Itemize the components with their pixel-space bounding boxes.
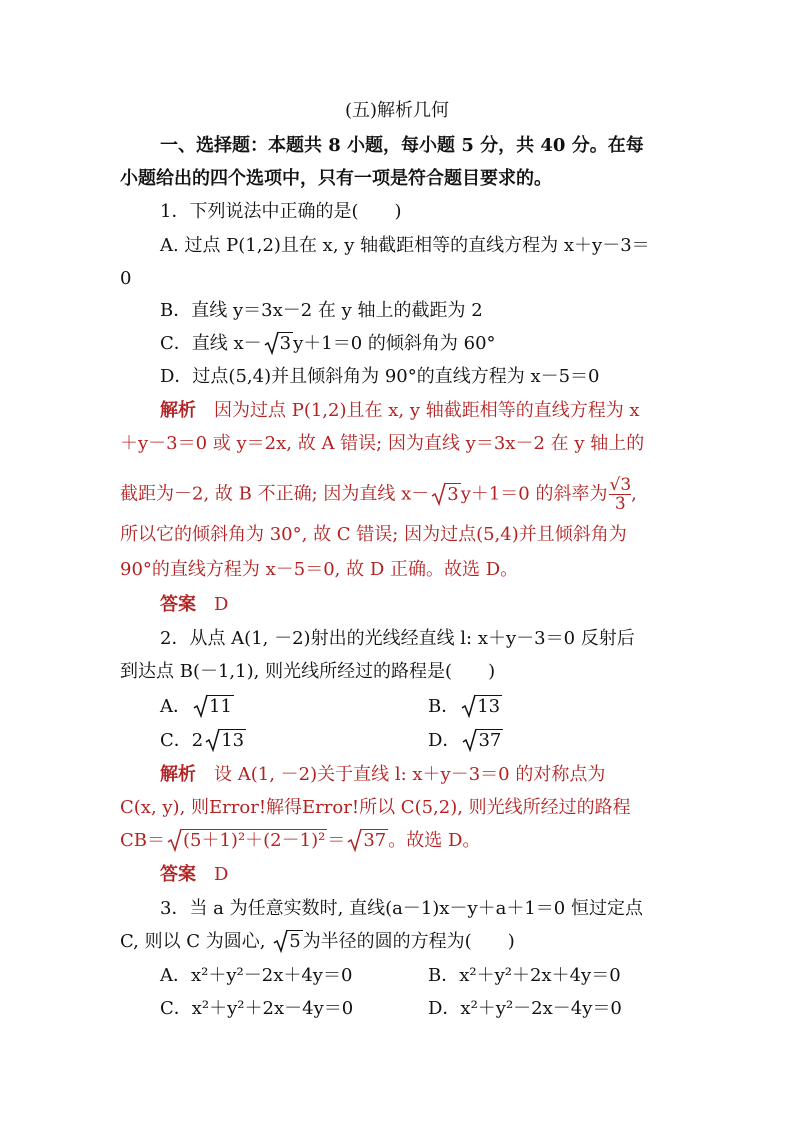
q1-solution-line4: 所以它的倾斜角为 30°, 故 C 错误; 因为过点(5,4)并且倾斜角为	[120, 524, 627, 545]
sqrt-symbol	[461, 696, 502, 718]
q2-answer	[160, 864, 228, 886]
sqrt-symbol	[273, 931, 302, 953]
q1-answer-label: 答案	[160, 594, 196, 615]
q3-option-b: B．x²＋y²＋2x＋4y＝0	[428, 965, 621, 986]
q2-solution-radicand: (5＋1)²＋(2－1)²	[183, 830, 326, 851]
q1-option-b: B．直线 y＝3x－2 在 y 轴上的截距为 2	[160, 300, 483, 321]
q3-option-a: A．x²＋y²－2x＋4y＝0	[160, 965, 353, 986]
sqrt-symbol	[462, 730, 503, 752]
q2-option-a-radicand: 11	[209, 696, 232, 717]
fraction-numerator: √3	[609, 475, 632, 495]
q2-answer-value: D	[214, 864, 229, 885]
sqrt-symbol	[167, 830, 327, 852]
q2-option-b-radicand: 13	[477, 696, 501, 717]
q1-solution-line2: ＋y－3＝0 或 y＝2x, 故 A 错误; 因为直线 y＝3x－2 在 y 轴上的	[120, 433, 645, 454]
q1-solution-radicand: 3	[447, 483, 459, 505]
sqrt-symbol	[264, 333, 293, 355]
q1-option-d: D．过点(5,4)并且倾斜角为 90°的直线方程为 x－5＝0	[160, 366, 600, 387]
q1-answer	[160, 594, 228, 616]
q1-solution-line3-post: ,	[631, 483, 637, 505]
section-heading-line1: 一、选择题：本题共 8 小题，每小题 5 分，共 40 分。在每	[160, 135, 644, 156]
q2-option-b	[428, 696, 502, 718]
fraction	[609, 476, 631, 513]
q2-option-c-radicand: 13	[221, 730, 245, 751]
q1-option-c	[160, 333, 496, 355]
q3-stem-line1: 3．当 a 为任意实数时, 直线(a－1)x－y＋a＋1＝0 恒过定点	[160, 898, 643, 919]
page-title: (五)解析几何	[344, 100, 450, 121]
q2-solution-line3-pre: CB＝	[120, 830, 165, 851]
q1-solution-label: 解析	[160, 400, 196, 421]
q1-solution-line3-mid: y＋1＝0 的斜率为	[460, 483, 608, 505]
q2-option-d	[428, 730, 503, 752]
q2-solution-line2: C(x, y), 则Error!解得Error!所以 C(5,2), 则光线所经过的路程	[120, 797, 631, 818]
sqrt-symbol	[347, 830, 388, 852]
q2-solution-line3-post: 。故选 D。	[388, 830, 481, 851]
q2-option-c-label: C．2	[160, 730, 204, 751]
q2-solution-text1: 设 A(1, －2)关于直线 l: x＋y－3＝0 的对称点为	[196, 764, 606, 785]
q2-option-a	[160, 696, 234, 718]
sqrt-symbol	[193, 696, 234, 718]
q1-option-c-radicand: 3	[279, 333, 292, 354]
q2-option-b-label: B．	[428, 696, 460, 717]
q2-option-c	[160, 730, 246, 752]
q2-solution-radicand-2: 37	[363, 830, 387, 851]
q2-option-d-radicand: 37	[478, 730, 502, 751]
q2-stem-line2: 到达点 B(－1,1), 则光线所经过的路程是( )	[120, 661, 496, 682]
q3-stem-line2	[120, 931, 515, 953]
q1-option-a-line1: A. 过点 P(1,2)且在 x, y 轴截距相等的直线方程为 x＋y－3＝	[160, 235, 650, 256]
q2-solution-line3-eq: ＝	[327, 830, 346, 851]
q3-stem-radicand: 5	[289, 931, 301, 952]
q1-solution-line3-pre: 截距为－2, 故 B 不正确; 因为直线 x－	[120, 483, 430, 505]
q3-option-c: C．x²＋y²＋2x－4y＝0	[160, 998, 354, 1019]
q1-solution-text1: 因为过点 P(1,2)且在 x, y 轴截距相等的直线方程为 x	[196, 400, 640, 421]
q2-answer-label: 答案	[160, 864, 196, 885]
q1-option-c-post: y＋1＝0 的倾斜角为 60°	[293, 333, 496, 354]
q2-solution-line1	[160, 764, 605, 786]
q3-stem-line2-post: 为半径的圆的方程为( )	[302, 931, 515, 952]
fraction-denominator: 3	[609, 494, 631, 513]
q1-solution-line3	[120, 476, 637, 513]
sqrt-symbol	[205, 730, 246, 752]
q1-solution-line5: 90°的直线方程为 x－5＝0, 故 D 正确。故选 D。	[120, 559, 519, 580]
q1-answer-value: D	[214, 594, 229, 615]
q1-option-c-pre: C．直线 x－	[160, 333, 262, 354]
q2-option-d-label: D．	[428, 730, 461, 751]
q1-solution-line1	[160, 400, 640, 422]
q2-option-a-label: A．	[160, 696, 191, 717]
q3-option-d: D．x²＋y²－2x－4y＝0	[428, 998, 622, 1019]
q2-solution-label: 解析	[160, 764, 196, 785]
section-heading-line2: 小题给出的四个选项中，只有一项是符合题目要求的。	[120, 168, 552, 189]
q2-solution-line3	[120, 830, 480, 852]
q1-option-a-line2: 0	[120, 268, 132, 289]
sqrt-symbol	[431, 484, 460, 506]
q3-stem-line2-pre: C, 则以 C 为圆心,	[120, 931, 272, 952]
q2-stem-line1: 2．从点 A(1, －2)射出的光线经直线 l: x＋y－3＝0 反射后	[160, 628, 635, 649]
q1-stem: 1．下列说法中正确的是( )	[160, 201, 402, 222]
